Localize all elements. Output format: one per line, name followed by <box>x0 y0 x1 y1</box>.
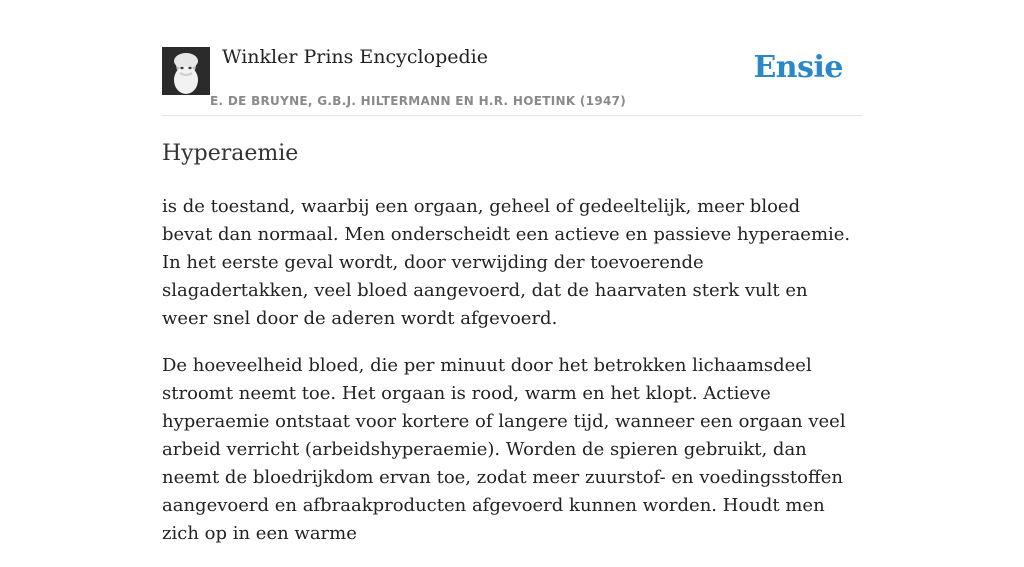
site-title[interactable]: Winkler Prins Encyclopedie <box>222 46 488 68</box>
bearded-man-portrait-icon <box>162 47 210 95</box>
page <box>162 0 862 544</box>
authors-line: E. DE BRUYNE, G.B.J. HILTERMANN EN H.R. HOETINK (1947) <box>210 94 627 108</box>
article-title: Hyperaemie <box>162 141 299 166</box>
article-paragraph: De hoeveelheid bloed, die per minuut door het betrokken lichaamsdeel stroomt neemt toe. Het orgaan is rood, warm en het klopt. Actieve hyperaemie ontstaat voor kortere of langere tijd, wanneer een orgaan veel arbeid verricht (arbeidshyperaemie). Worden de spieren gebruikt, dan neemt de bloedrijkdom ervan toe, zodat meer zuurstof- en voedingsstoffen aangevoerd en afbraakproducten afgevoerd kunnen worden. Houdt men zich op in een warme <box>162 355 846 544</box>
brand-logo[interactable]: Ensie <box>753 50 843 85</box>
article-body <box>162 193 852 567</box>
article-paragraph: is de toestand, waarbij een orgaan, geheel of gedeeltelijk, meer bloed bevat dan normaal. Men onderscheidt een actieve en passieve hyperaemie. In het eerste geval wordt, door verwijding der toevoerende slagadertakken, veel bloed aangevoerd, dat de haarvaten sterk vult en weer snel door de aderen wordt afgevoerd. <box>162 196 851 329</box>
author-avatar <box>162 47 210 95</box>
site-header <box>162 0 862 116</box>
